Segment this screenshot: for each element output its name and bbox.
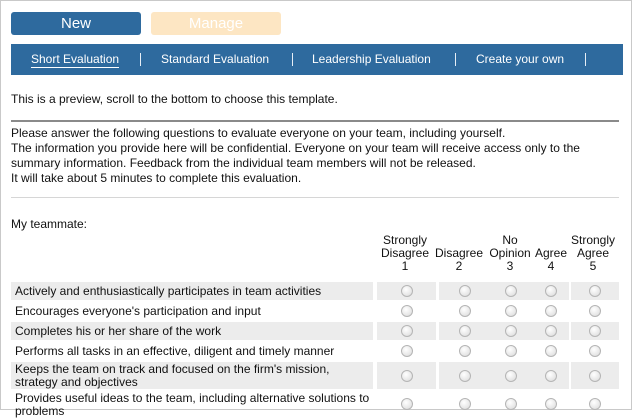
rating-radio-1[interactable] — [401, 398, 413, 410]
rating-radio-4[interactable] — [545, 285, 557, 297]
nav-short-evaluation-label: Short Evaluation — [31, 52, 120, 66]
rating-cell — [439, 391, 491, 418]
rating-radio-3[interactable] — [505, 345, 517, 357]
nav-standard-evaluation[interactable] — [161, 44, 269, 75]
rating-radio-4[interactable] — [545, 398, 557, 410]
rating-cell — [571, 391, 619, 418]
rating-radio-4[interactable] — [545, 345, 557, 357]
rating-radio-5[interactable] — [589, 398, 601, 410]
rating-cell — [571, 282, 619, 300]
scale-header-line: Agree — [534, 246, 568, 260]
question-row — [11, 391, 619, 418]
scale-header-line: Disagree — [380, 246, 430, 260]
template-nav — [11, 44, 623, 75]
nav-create-your-own[interactable] — [476, 44, 564, 75]
rating-radio-5[interactable] — [589, 345, 601, 357]
rating-radio-1[interactable] — [401, 285, 413, 297]
scale-header-value: 1 — [401, 259, 409, 273]
rating-radio-1[interactable] — [401, 370, 413, 382]
scale-header-line: Strongly — [382, 233, 428, 247]
rating-radio-2[interactable] — [459, 285, 471, 297]
scale-header-disagree — [431, 247, 487, 273]
rating-radio-3[interactable] — [505, 370, 517, 382]
divider — [11, 197, 619, 198]
rating-radio-4[interactable] — [545, 305, 557, 317]
intro-line: It will take about 5 minutes to complete this evaluation. — [11, 171, 302, 185]
rating-radio-1[interactable] — [401, 325, 413, 337]
nav-separator — [140, 53, 141, 66]
rating-radio-3[interactable] — [505, 398, 517, 410]
scale-header-value: 2 — [455, 259, 463, 273]
scale-header-value: 3 — [506, 259, 514, 273]
intro-line: Please answer the following questions to evaluate everyone on your team, including yourself. — [11, 126, 506, 140]
rating-radio-2[interactable] — [459, 370, 471, 382]
rating-cell — [533, 391, 569, 418]
rating-radio-1[interactable] — [401, 345, 413, 357]
scale-header-strongly-agree — [567, 234, 619, 273]
nav-create-your-own-label: Create your own — [476, 52, 565, 66]
rating-cell — [439, 322, 491, 340]
rating-radio-5[interactable] — [589, 370, 601, 382]
rating-radio-2[interactable] — [459, 305, 471, 317]
rating-radio-3[interactable] — [505, 305, 517, 317]
rating-cell — [488, 391, 533, 418]
rating-cell — [571, 342, 619, 360]
rating-cell — [571, 362, 619, 389]
rating-radio-5[interactable] — [589, 305, 601, 317]
question-text: Performs all tasks in an effective, diligent and timely manner — [15, 343, 335, 358]
rating-cell — [377, 391, 436, 418]
rating-cell — [488, 302, 533, 320]
rating-radio-4[interactable] — [545, 325, 557, 337]
manage-tab[interactable]: Manage — [151, 12, 281, 35]
question-row — [11, 282, 619, 300]
scale-header-value: 5 — [589, 259, 597, 273]
question-row — [11, 342, 619, 360]
nav-leadership-evaluation-label: Leadership Evaluation — [312, 52, 431, 66]
rating-cell — [377, 362, 436, 389]
rating-cell — [533, 322, 569, 340]
survey-intro — [11, 126, 611, 186]
rating-cell — [488, 342, 533, 360]
nav-separator — [585, 53, 586, 66]
question-text: Actively and enthusiastically participates in team activities — [11, 282, 373, 300]
scale-header-line: Opinion — [489, 246, 531, 260]
question-text: Keeps the team on track and focused on the firm's mission, strategy and objectives — [11, 362, 373, 389]
rating-radio-5[interactable] — [589, 325, 601, 337]
nav-short-evaluation[interactable] — [31, 44, 119, 75]
nav-separator — [292, 53, 293, 66]
scale-header-line: Disagree — [434, 246, 484, 260]
rating-cell — [377, 322, 436, 340]
intro-line: summary information. Feedback from the individual team members will not be released. — [11, 156, 476, 170]
rating-cell — [533, 342, 569, 360]
scale-header-line: Agree — [576, 246, 610, 260]
rating-cell — [377, 302, 436, 320]
rating-radio-1[interactable] — [401, 305, 413, 317]
rating-cell — [439, 302, 491, 320]
rating-cell — [439, 342, 491, 360]
rating-cell — [533, 362, 569, 389]
scale-header-strongly-disagree — [375, 234, 435, 273]
question-text: Encourages everyone's participation and input — [15, 303, 261, 318]
rating-radio-2[interactable] — [459, 325, 471, 337]
nav-standard-evaluation-label: Standard Evaluation — [161, 52, 270, 66]
question-row — [11, 302, 619, 320]
question-row — [11, 362, 619, 389]
rating-cell — [571, 302, 619, 320]
divider — [11, 120, 619, 122]
question-text: Provides useful ideas to the team, including alternative solutions to problems — [15, 391, 370, 418]
section-label: My teammate: — [11, 217, 88, 231]
rating-radio-2[interactable] — [459, 398, 471, 410]
scale-header-line: No — [502, 233, 518, 247]
rating-cell — [439, 282, 491, 300]
scale-header-value: 4 — [547, 259, 555, 273]
question-row — [11, 322, 619, 340]
rating-cell — [377, 342, 436, 360]
rating-cell — [571, 322, 619, 340]
new-tab[interactable]: New — [11, 12, 141, 35]
preview-note: This is a preview, scroll to the bottom to choose this template. — [11, 92, 338, 106]
rating-cell — [533, 282, 569, 300]
nav-leadership-evaluation[interactable] — [312, 44, 431, 75]
question-text: Completes his or her share of the work — [11, 322, 373, 340]
intro-line: The information you provide here will be confidential. Everyone on your team will receive access only to the — [11, 141, 580, 155]
rating-cell — [488, 322, 533, 340]
scale-header-no-opinion — [485, 234, 535, 273]
nav-separator — [455, 53, 456, 66]
rating-radio-4[interactable] — [545, 370, 557, 382]
rating-radio-3[interactable] — [505, 325, 517, 337]
rating-radio-3[interactable] — [505, 285, 517, 297]
rating-cell — [488, 282, 533, 300]
scale-header-agree — [531, 247, 571, 273]
rating-cell — [439, 362, 491, 389]
rating-cell — [533, 302, 569, 320]
rating-radio-5[interactable] — [589, 285, 601, 297]
rating-cell — [377, 282, 436, 300]
scale-header-line: Strongly — [570, 233, 616, 247]
rating-radio-2[interactable] — [459, 345, 471, 357]
rating-cell — [488, 362, 533, 389]
